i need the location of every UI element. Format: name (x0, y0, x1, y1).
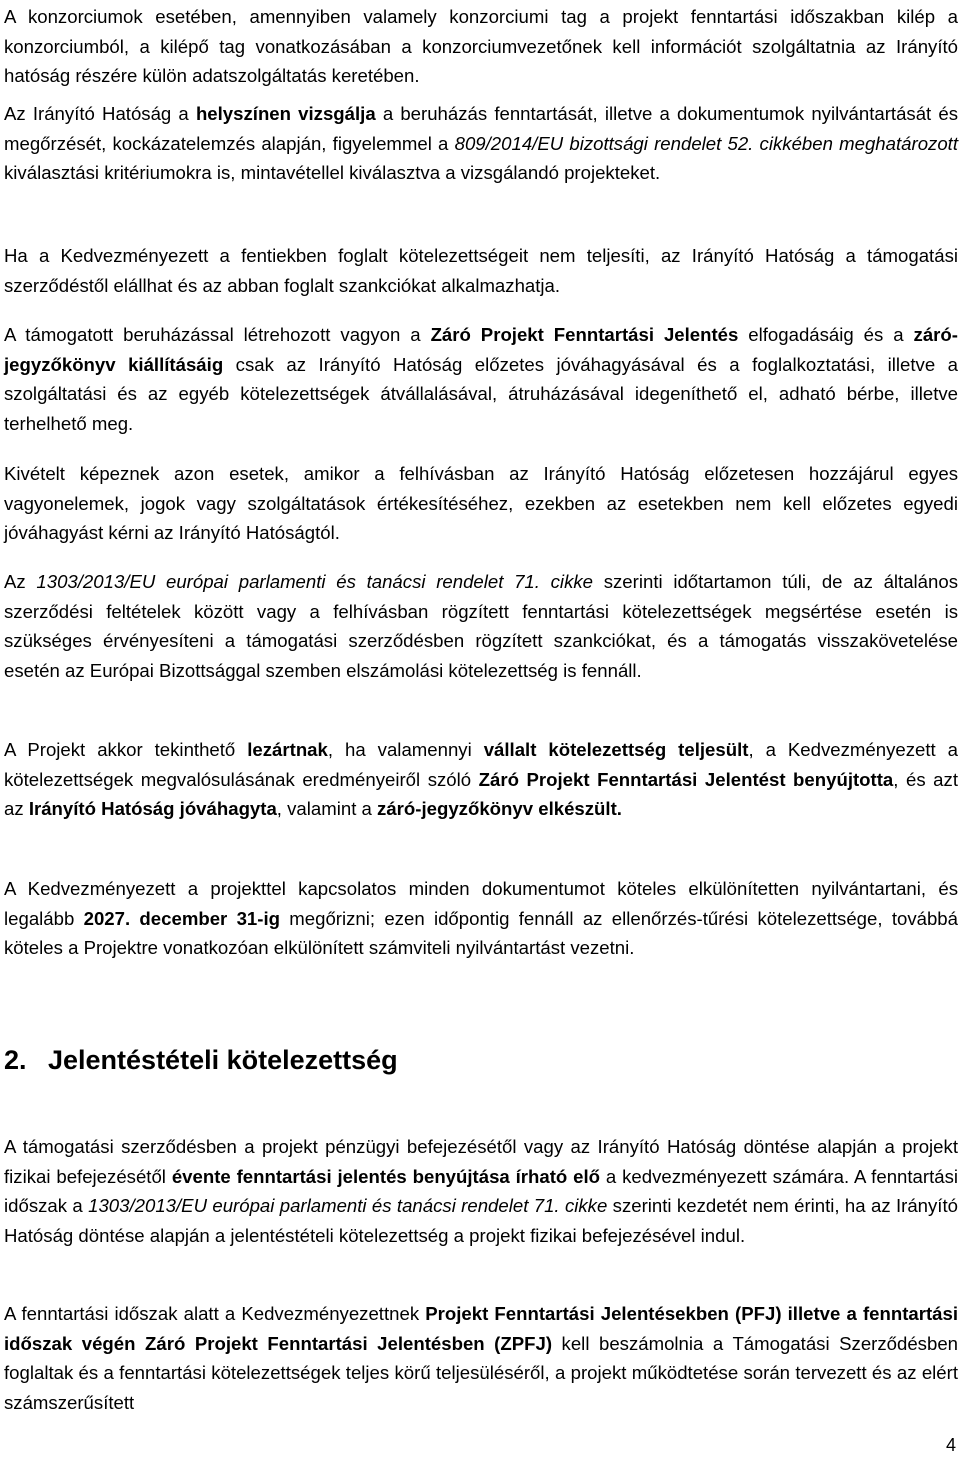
text-run: A Projekt akkor tekinthető (4, 739, 248, 760)
italic-text: 1303/2013/EU európai parlamenti és tanácsi rendelet 71. cikke (36, 571, 594, 592)
text-run: A támogatási szerződésben a projekt pénzügyi befejezésétől vagy az Irányító Hatóság döntése alapján a projekt fizikai befejezésétől (4, 1136, 958, 1187)
text-run: , és azt az (4, 768, 958, 820)
page-number: 4 (945, 1435, 956, 1455)
bold-text: záró-jegyzőkönyv kiállításáig (4, 324, 958, 375)
paragraph (4, 99, 958, 188)
bold-text: vállalt kötelezettség teljesült (483, 739, 749, 760)
text-run: szerinti kezdetét nem érinti, ha az Irányító Hatóság döntése alapján a jelentéstételi kötelezettség a projekt fizikai befejezésével indul. (4, 1195, 958, 1246)
paragraph (4, 1132, 958, 1250)
italic-text: 1303/2013/EU európai parlamenti és tanácsi rendelet 71. cikke (88, 1195, 608, 1217)
text-run: szerinti időtartamon túli, de az általános szerződési feltételek között vagy a felhívásban rögzített fenntartási kötelezettségek megsértése esetén is szükséges érvényesíteni a támogatási szerződésben rögzített szankciókat, és a támogatás visszakövetelése esetén az Európai Bizottsággal szemben elszámolási kötelezettség is fennáll. (4, 571, 958, 681)
paragraph (4, 2, 958, 91)
text-run: , valamint a (276, 798, 378, 820)
text-run: A konzorciumok esetében, amennyiben valamely konzorciumi tag a projekt fenntartási időszakban kilép a konzorciumból, a kilépő tag vonatkozásában a konzorciumvezetőnek kell információt szolgáltatnia az Irányító hatóság részére külön adatszolgáltatás keretében. (4, 6, 958, 87)
bold-text: Irányító Hatóság jóváhagyta (28, 798, 277, 820)
text-run: Kivételt képeznek azon esetek, amikor a felhívásban az Irányító Hatóság előzetesen hozzájárul egyes vagyonelemek, jogok vagy szolgáltatások értékesítéséhez, ezekben az esetekben nem kell előzetes egyedi jóváhagyást kérni az Irányító Hatóságtól. (4, 463, 958, 544)
text-run: kiválasztási kritériumokra is, mintavétellel kiválasztva a vizsgálandó projekteket. (4, 162, 661, 184)
paragraph (4, 1299, 958, 1417)
bold-text: lezártnak (247, 739, 328, 760)
text-run: A fenntartási időszak alatt a Kedvezményezettnek (4, 1303, 426, 1324)
text-run: A Kedvezményezett a projekttel kapcsolatos minden dokumentumot köteles elkülönítetten nyilvántartani, és legalább (4, 878, 958, 929)
text-run: , ha valamennyi (327, 739, 484, 760)
text-run: Az (4, 571, 37, 592)
paragraph (4, 320, 958, 438)
text-run: elfogadásáig és a (738, 324, 914, 345)
section-title: Jelentéstételi kötelezettség (48, 1045, 398, 1075)
text-run: kell beszámolnia a Támogatási Szerződésben foglaltak és a fenntartási kötelezettségek teljes körű teljesüléséről, a projekt működtetése során tervezett és az elért számszerűsített (4, 1332, 958, 1413)
text-run: a beruházás fenntartását, illetve a dokumentumok nyilvántartását és megőrzését, kockázatelemzés alapján, figyelemmel a (4, 103, 959, 154)
italic-text: 809/2014/EU bizottsági rendelet 52. cikkében meghatározott (454, 132, 958, 154)
text-run: Ha a Kedvezményezett a fentiekben foglalt kötelezettségeit nem teljesíti, az Irányító Hatóság a támogatási szerződéstől elállhat és az abban foglalt szankciókat alkalmazhatja. (4, 245, 958, 296)
bold-text: Záró Projekt Fenntartási Jelentést benyújtotta (478, 768, 894, 790)
bold-text: Záró Projekt Fenntartási Jelentés (430, 324, 739, 345)
bold-text: 2027. december 31-ig (83, 907, 280, 929)
text-run: Az Irányító Hatóság a (4, 103, 196, 124)
paragraph (4, 567, 958, 685)
text-run: a kedvezményezett számára. A fenntartási időszak a (4, 1165, 959, 1217)
paragraph (4, 735, 958, 824)
paragraph (4, 459, 958, 548)
section-number: 2. (4, 1045, 27, 1075)
text-run: A támogatott beruházással létrehozott vagyon a (4, 324, 431, 345)
text-run: csak az Irányító Hatóság előzetes jóváhagyásával és a foglalkoztatási, illetve a szolgáltatási és az egyéb kötelezettségek átvállalásával, átruházásával idegeníthető el, adható bérbe, illetve terhelhető meg. (4, 353, 958, 434)
text-run: , a Kedvezményezett a kötelezettségek megvalósulásának eredményeiről szóló (4, 739, 959, 790)
bold-text: záró-jegyzőkönyv elkészült. (377, 798, 622, 820)
paragraph (4, 874, 958, 963)
bold-text: helyszínen vizsgálja (195, 103, 376, 124)
bold-text: Projekt Fenntartási Jelentésekben (PFJ) illetve a fenntartási időszak végén Záró Projekt Fenntartási Jelentésben (ZPFJ) (4, 1303, 958, 1354)
section-heading (4, 1042, 398, 1078)
text-run: megőrizni; ezen időpontig fennáll az ellenőrzés-tűrési kötelezettsége, továbbá köteles a Projektre vonatkozóan elkülönített számviteli nyilvántartást vezetni. (4, 907, 958, 959)
bold-text: évente fenntartási jelentés benyújtása írható elő (171, 1165, 601, 1187)
paragraph (4, 241, 958, 300)
